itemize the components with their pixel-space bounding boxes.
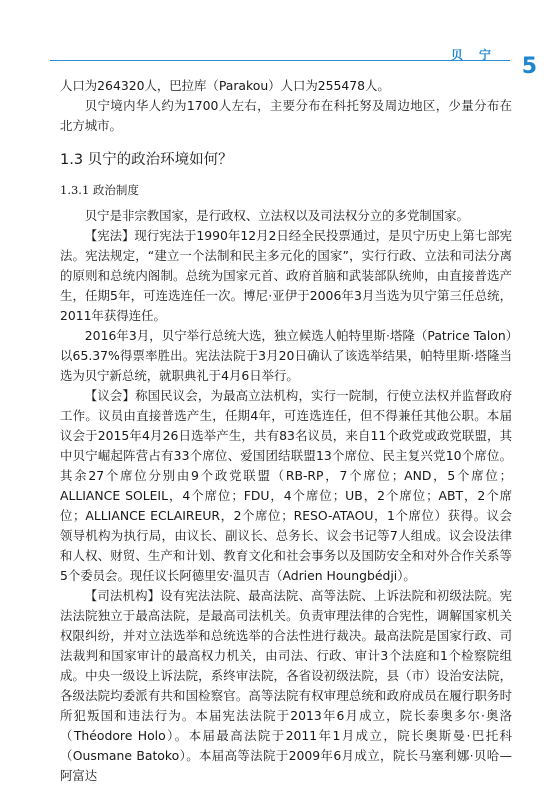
header-rule	[50, 60, 510, 61]
paragraph-state-system: 贝宁是非宗教国家，是行政权、立法权以及司法权分立的多党制国家。	[84, 208, 469, 223]
paragraph-chinese-residents: 贝宁境内华人约为1700人左右，主要分布在科托努及周边地区，少量分布在北方城市。	[60, 98, 512, 133]
paragraph-constitution: 【宪法】现行宪法于1990年12月2日经全民投票通过，是贝宁历史上第七部宪法。宪法规定，“建立一个法制和民主多元化的国家”，实行行政、立法和司法分离的原则和总统内阁制。总统为国家元首、政府首脑和武装部队统帅，由直接普选产生，任期5年，可连选连任一次。博尼·亚伊于2006年3月当选为贝宁第三任总统，2011年获得连任。	[60, 228, 512, 323]
section-heading: 1.3 贝宁的政治环境如何？	[60, 152, 233, 168]
paragraph-election-2016: 2016年3月，贝宁举行总统大选，独立候选人帕特里斯·塔隆（Patrice Talon）以65.37%得票率胜出。宪法法院于3月20日确认了该选举结果，帕特里斯·塔隆当选为贝宁新总统，就职典礼于4月6日举行。	[60, 328, 512, 383]
paragraph-parliament: 【议会】称国民议会，为最高立法机构，实行一院制，行使立法权并监督政府工作。议员由直接普选产生，任期4年，可连选连任，但不得兼任其他公职。本届议会于2015年4月26日选举产生，共有83名议员，来自11个政党或政党联盟，其中贝宁崛起阵营占有33个席位、爱国团结联盟13个席位、民主复兴党10个席位。其余27个席位分别由9个政党联盟（RB-RP，7个席位；AND，5个席位；ALLIANCE SOLEIL，4个席位；FDU，4个席位；UB，2个席位；ABT，2个席位；ALLIANCE ECLAIREUR，2个席位；RESO-ATAOU，1个席位）获得。议会领导机构为执行局，由议长、副议长、总务长、议会书记等7人组成。议会设法律和人权、财贸、生产和计划、教育文化和社会事务以及国防安全和对外合作关系等5个委员会。现任议长阿德里安·温贝吉（Adrien Houngbédji）。	[60, 388, 512, 583]
subsection-heading: 1.3.1 政治制度	[60, 183, 139, 197]
paragraph-population: 人口为264320人，巴拉库（Parakou）人口为255478人。	[60, 78, 390, 93]
running-header-title: 贝 宁	[450, 48, 497, 62]
page-number: 5	[521, 54, 537, 79]
page-body	[60, 76, 512, 786]
paragraph-judiciary: 【司法机构】设有宪法法院、最高法院、高等法院、上诉法院和初级法院。宪法法院独立于最高法院，是最高司法机关。负责审理法律的合宪性，调解国家机关权限纠纷，并对立法选举和总统选举的合法性进行裁决。最高法院是国家行政、司法裁判和国家审计的最高权力机关，由司法、行政、审计3个法庭和1个检察院组成。中央一级设上诉法院，系终审法院，各省设初级法院，县（市）设治安法院，各级法院均委派有共和国检察官。高等法院有权审理总统和政府成员在履行职务时所犯叛国和违法行为。本届宪法法院于2013年6月成立，院长泰奥多尔·奥洛（Théodore Holo）。本届最高法院于2011年1月成立，院长奥斯曼·巴托科（Ousmane Batoko）。本届高等法院于2009年6月成立，院长马塞利娜·贝哈—阿富达	[60, 588, 512, 783]
